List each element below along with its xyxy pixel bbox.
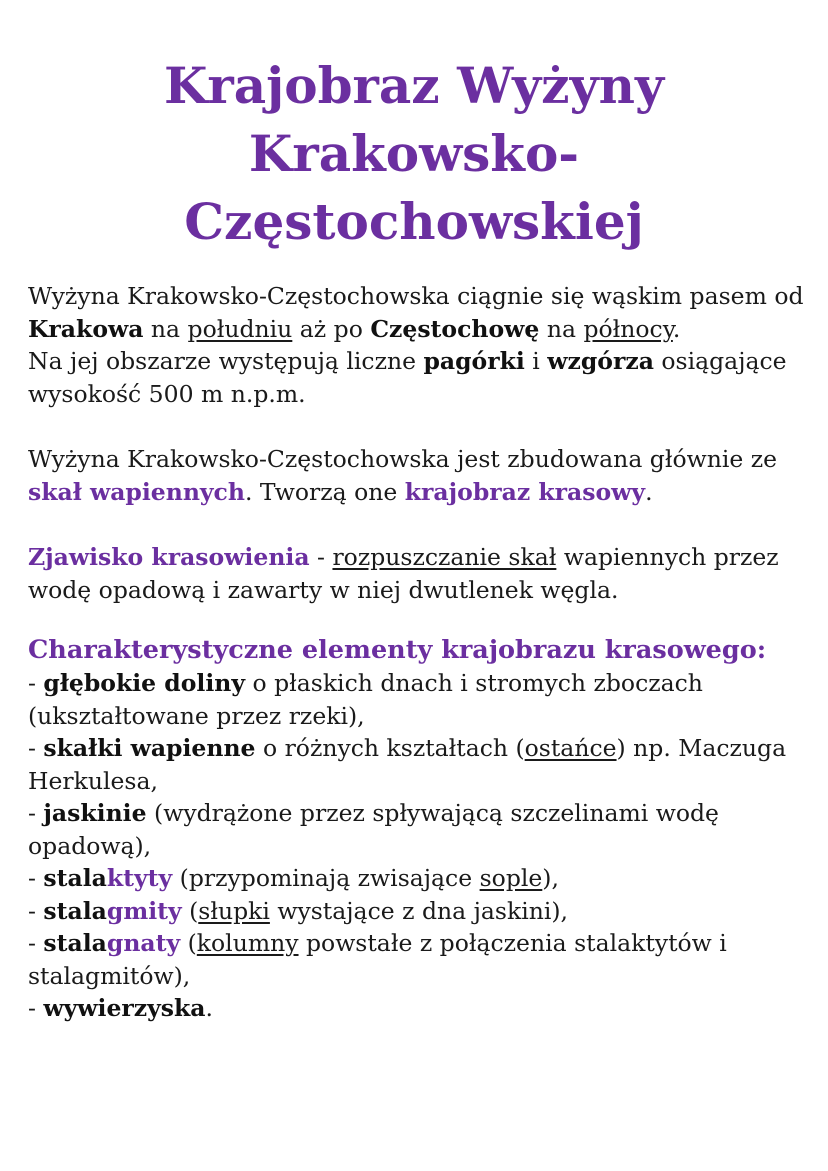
definition-paragraph <box>28 541 813 606</box>
bold-krakowa: Krakowa <box>28 314 144 343</box>
list-item <box>28 667 813 732</box>
bold-czestochowe: Częstochowę <box>370 314 540 343</box>
title-line-3: Częstochowskiej <box>184 192 644 251</box>
text-span: . <box>672 314 681 343</box>
text-span: - <box>28 734 44 762</box>
bold-term: skałki wapienne <box>43 734 256 762</box>
underlined-term: kolumny <box>196 929 299 957</box>
bold-term: stala <box>43 929 107 957</box>
text-span: ( <box>180 929 197 957</box>
text-span: . Tworzą one <box>244 477 405 506</box>
highlight-krajobraz-krasowy: krajobraz krasowy <box>404 477 646 506</box>
list-item <box>28 895 813 928</box>
definition-term: Zjawisko krasowienia <box>28 543 310 571</box>
text-span: . <box>205 994 214 1022</box>
highlight-skaly-wapienne: skał wapiennych <box>28 477 245 506</box>
text-span: na <box>143 314 188 343</box>
underlined-term: słupki <box>198 896 270 925</box>
content-body <box>28 280 813 1025</box>
bold-pagorki: pagórki <box>423 347 525 375</box>
text-span: - <box>28 929 44 957</box>
underlined-rozpuszczanie: rozpuszczanie skał <box>332 543 557 571</box>
underlined-poludniu: południu <box>187 314 293 343</box>
section-heading: Charakterystyczne elementy krajobrazu krasowego: <box>28 635 767 665</box>
text-span: wystające z dna jaskini), <box>269 896 569 925</box>
text-span: i <box>524 347 548 375</box>
text-span: o różnych kształtach ( <box>255 734 525 762</box>
title-line-1: Krajobraz Wyżyny <box>163 56 665 115</box>
text-span: ( <box>181 896 199 925</box>
bold-term: wywierzyska <box>43 994 206 1022</box>
highlight-suffix: ktyty <box>106 864 173 892</box>
underlined-term: ostańce <box>524 734 617 762</box>
spacer <box>28 606 813 634</box>
text-span: Wyżyna Krakowsko-Częstochowska ciągnie się wąskim pasem od <box>28 282 804 310</box>
bold-term: stala <box>43 864 107 892</box>
list-item <box>28 732 813 797</box>
text-span: - <box>309 543 333 571</box>
text-span: (przypominają zwisające <box>172 864 480 892</box>
text-span: Na jej obszarze występują liczne <box>28 347 424 375</box>
page-title <box>0 52 828 256</box>
text-span: o płaskich dnach i stromych zboczach (ukształtowane przez rzeki), <box>28 669 703 730</box>
spacer <box>28 410 813 443</box>
list-item <box>28 797 813 862</box>
list-item <box>28 992 813 1025</box>
bold-wzgorza: wzgórza <box>547 347 654 375</box>
highlight-suffix: gnaty <box>106 929 181 957</box>
text-span: - <box>28 669 44 697</box>
bold-term: stala <box>43 896 107 925</box>
text-span: - <box>28 994 44 1022</box>
bold-term: głębokie doliny <box>43 669 245 697</box>
text-span: osiągające wysokość 500 m n.p.m. <box>28 347 787 408</box>
text-span: powstałe z połączenia stalaktytów i stalagmitów), <box>28 929 727 990</box>
text-span: (wydrążone przez spływającą szczelinami wodę opadową), <box>28 799 719 860</box>
highlight-suffix: gmity <box>106 896 182 925</box>
underlined-polnocy: północy <box>583 314 673 343</box>
hills-paragraph <box>28 345 813 410</box>
text-span: na <box>539 314 584 343</box>
bold-term: jaskinie <box>43 799 147 827</box>
title-line-2: Krakowsko- <box>248 124 580 183</box>
geology-paragraph <box>28 443 813 508</box>
text-span: - <box>28 864 44 892</box>
spacer <box>28 508 813 541</box>
text-span: . <box>645 477 653 506</box>
list-item <box>28 862 813 895</box>
text-span: wapiennych przez wodę opadową i zawarty w niej dwutlenek węgla. <box>28 543 779 604</box>
text-span: Wyżyna Krakowsko-Częstochowska jest zbudowana głównie ze <box>28 445 778 473</box>
text-span: ), <box>542 864 559 892</box>
text-span: - <box>28 896 44 925</box>
text-span: ) np. Maczuga Herkulesa, <box>28 734 787 795</box>
text-span: - <box>28 799 44 827</box>
intro-paragraph <box>28 280 813 345</box>
underlined-term: sople <box>479 864 543 892</box>
text-span: aż po <box>292 314 371 343</box>
list-item <box>28 927 813 992</box>
